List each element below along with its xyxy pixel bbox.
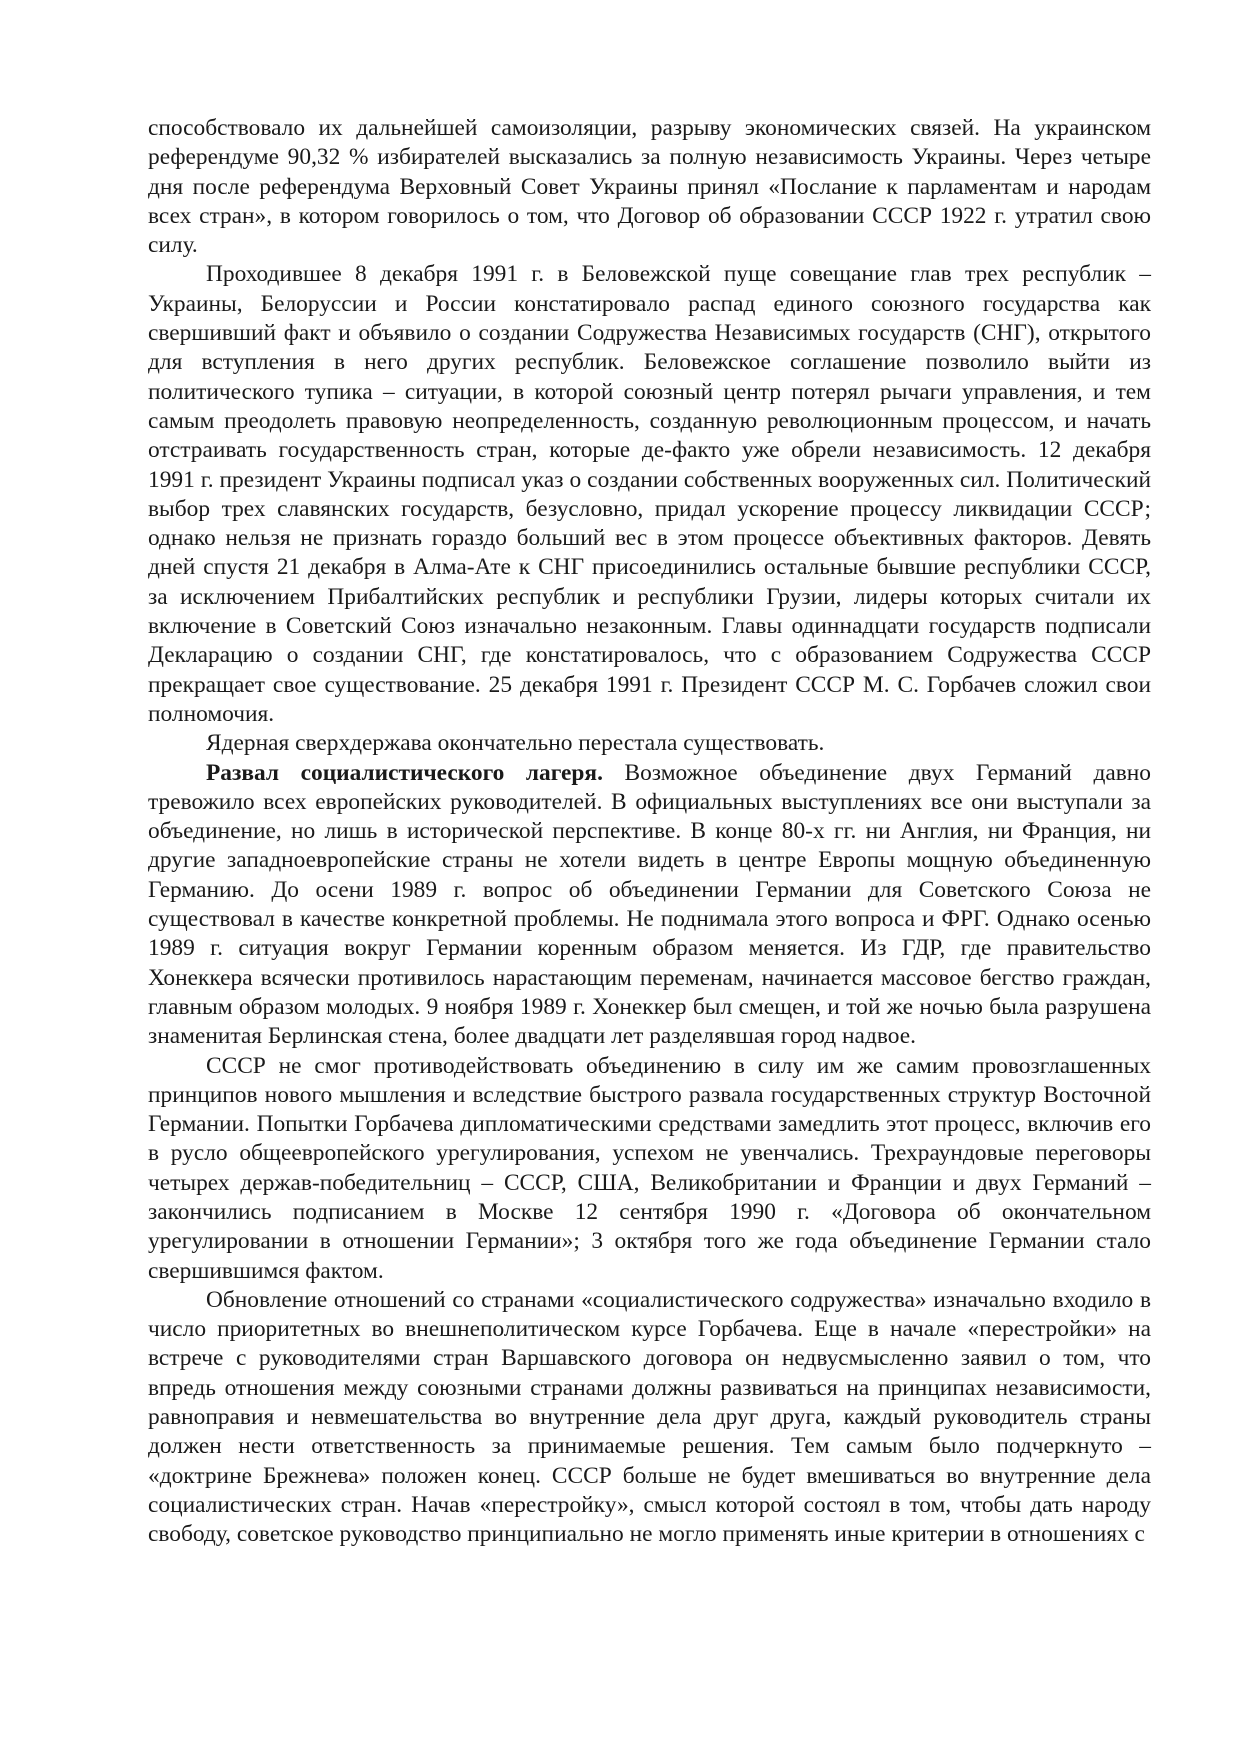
paragraph-3 bbox=[148, 729, 1151, 758]
paragraph-5-text: СССР не смог противодействовать объединению в силу им же самим провозглашенных принципов нового мышления и вследствие быстрого развала государственных структур Восточной Германии. Попытки Горбачева дипломатическими средствами замедлить этот процесс, включив его в русло общеевропейского урегулирования, успехом не увенчались. Трехраундовые переговоры четырех держав-победительниц – СССР, США, Великобритании и Франции и двух Германий – закончились подписанием в Москве 12 сентября 1990 г. «Договора об окончательном урегулировании в отношении Германии»; 3 октября того же года объединение Германии стало свершившимся фактом. bbox=[148, 1052, 1151, 1284]
paragraph-4 bbox=[148, 759, 1151, 1052]
paragraph-5 bbox=[148, 1052, 1151, 1286]
paragraph-6-text: Обновление отношений со странами «социалистического содружества» изначально входило в число приоритетных во внешнеполитическом курсе Горбачева. Еще в начале «перестройки» на встрече с руководителями стран Варшавского договора он недвусмысленно заявил о том, что впредь отношения между союзными странами должны развиваться на принципах независимости, равноправия и невмешательства во внутренние дела друг друга, каждый руководитель страны должен нести ответственность за принимаемые решения. Тем самым было подчеркнуто – «доктрине Брежнева» положен конец. СССР больше не будет вмешиваться во внутренние дела социалистических стран. Начав «перестройку», смысл которой состоял в том, чтобы дать народу свободу, советское руководство принципиально не могло применять иные критерии в отношениях с bbox=[148, 1286, 1151, 1548]
paragraph-1 bbox=[148, 114, 1151, 260]
paragraph-4-text: Возможное объединение двух Германий давно тревожило всех европейских руководителей. В официальных выступлениях все они выступали за объединение, но лишь в исторической перспективе. В конце 80-х гг. ни Англия, ни Франция, ни другие западноевропейские страны не хотели видеть в центре Европы мощную объединенную Германию. До осени 1989 г. вопрос об объединении Германии для Советского Союза не существовал в качестве конкретной проблемы. Не поднимала этого вопроса и ФРГ. Однако осенью 1989 г. ситуация вокруг Германии коренным образом меняется. Из ГДР, где правительство Хонеккера всячески противилось нарастающим переменам, начинается массовое бегство граждан, главным образом молодых. 9 ноября 1989 г. Хонеккер был смещен, и той же ночью была разрушена знаменитая Берлинская стена, более двадцати лет разделявшая город надвое. bbox=[148, 759, 1151, 1050]
paragraph-2-text: Проходившее 8 декабря 1991 г. в Беловежской пуще совещание глав трех республик – Украины, Белоруссии и России констатировало распад единого союзного государства как свершивший факт и объявило о создании Содружества Независимых государств (СНГ), открытого для вступления в него других республик. Беловежское соглашение позволило выйти из политического тупика – ситуации, в которой союзный центр потерял рычаги управления, и тем самым преодолеть правовую неопределенность, созданную революционным процессом, и начать отстраивать государственность стран, которые де-факто уже обрели независимость. 12 декабря 1991 г. президент Украины подписал указ о создании собственных вооруженных сил. Политический выбор трех славянских государств, безусловно, придал ускорение процессу ликвидации СССР; однако нельзя не признать гораздо больший вес в этом процессе объективных факторов. Девять дней спустя 21 декабря в Алма-Ате к СНГ присоединились остальные бывшие республики СССР, за исключением Прибалтийских республик и республики Грузии, лидеры которых считали их включение в Советский Союз изначально незаконным. Главы одиннадцати государств подписали Декларацию о создании СНГ, где констатировалось, что с образованием Содружества СССР прекращает свое существование. 25 декабря 1991 г. Президент СССР М. С. Горбачев сложил свои полномочия. bbox=[148, 261, 1151, 727]
paragraph-2 bbox=[148, 260, 1151, 729]
section-heading-socialist-camp: Развал социалистического лагеря. bbox=[206, 759, 603, 786]
paragraph-1-text: способствовало их дальнейшей самоизоляции, разрыву экономических связей. На украинском референдуме 90,32 % избирателей высказались за полную независимость Украины. Через четыре дня после референдума Верховный Совет Украины принял «Послание к парламентам и народам всех стран», в котором говорилось о том, что Договор об образовании СССР 1922 г. утратил свою силу. bbox=[148, 115, 1151, 259]
paragraph-6 bbox=[148, 1286, 1151, 1550]
document-page bbox=[148, 114, 1151, 1550]
paragraph-3-text: Ядерная сверхдержава окончательно перестала существовать. bbox=[206, 730, 825, 757]
